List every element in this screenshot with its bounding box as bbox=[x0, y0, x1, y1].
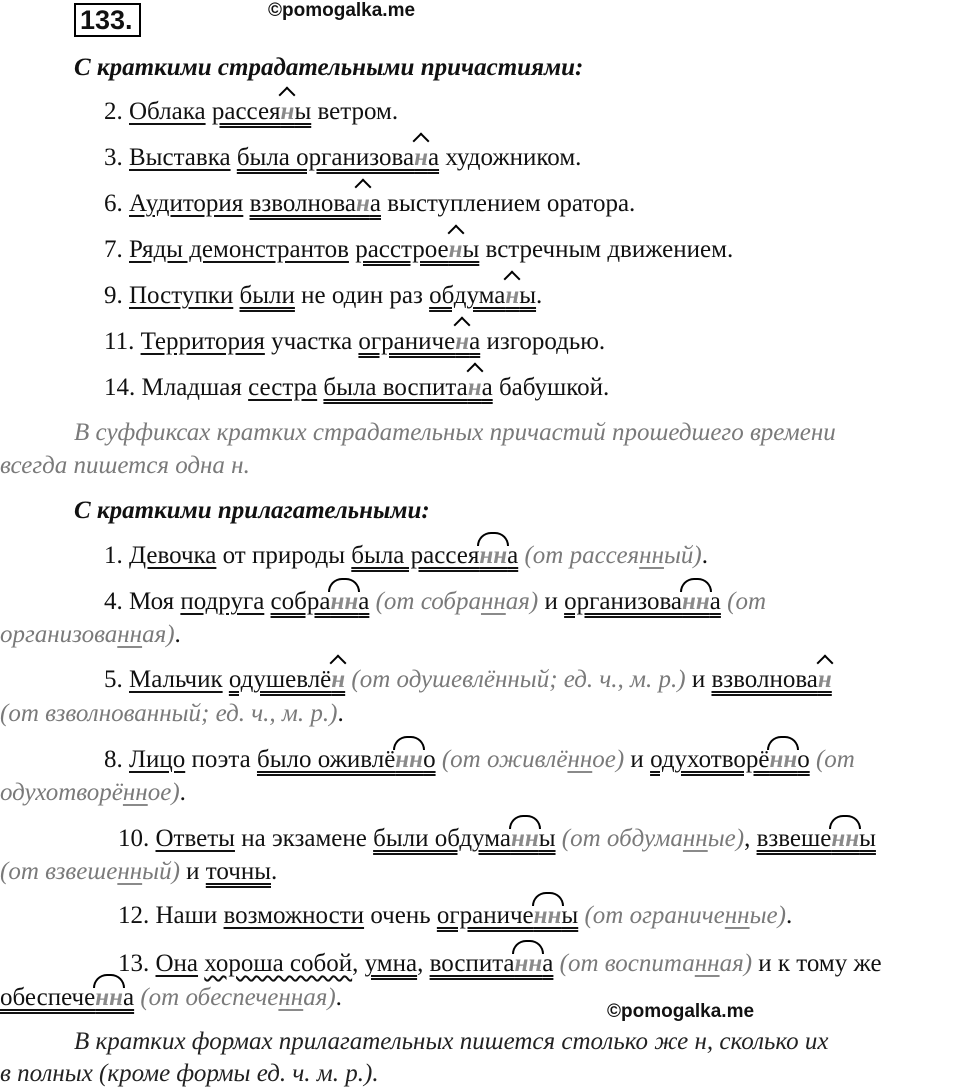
s2-note-line2: в полных (кроме формы ед. ч. м. р.). bbox=[0, 1060, 379, 1087]
s1-line-14: 14. Младшая сестра была воспитана бабушкой. bbox=[104, 374, 610, 401]
s2-sentence-13-b: обеспеченна (от обеспеченная). bbox=[0, 984, 342, 1011]
s2-sentence-12: 12. Наши возможности очень ограниченны (от ограниченные). bbox=[118, 902, 793, 929]
s2-sentence-13-a: 13. Она хороша собой, умна, воспитанна (от воспитанная) и к тому же bbox=[118, 950, 882, 977]
s2-sentence-8-a: 8. Лицо поэта было оживлённо (от оживлённое) и одухотворённо (от bbox=[104, 746, 855, 773]
s2-sentence-8-b: одухотворённое). bbox=[0, 779, 186, 806]
s2-sentence-4-b: организованная). bbox=[0, 621, 181, 648]
exercise-number: 133. bbox=[74, 3, 141, 37]
section2-title: С краткими прилагательными: bbox=[74, 497, 430, 524]
s1-note-line2: всегда пишется одна н. bbox=[0, 452, 250, 479]
s1-note-line1: В суффиксах кратких страдательных причастий прошедшего времени bbox=[74, 419, 836, 446]
s2-sentence-10-a: 10. Ответы на экзамене были обдуманны (от обдуманные), взвешенны bbox=[118, 825, 876, 852]
s2-sentence-5-a: 5. Мальчик одушевлён (от одушевлённый; ед. ч., м. р.) и взволнован bbox=[104, 666, 832, 693]
watermark-bottom: ©pomogalka.me bbox=[607, 1001, 755, 1022]
s2-note-line1: В кратких формах прилагательных пишется столько же н, сколько их bbox=[74, 1028, 829, 1055]
s1-line-3: 3. Выставка была организована художником. bbox=[104, 144, 582, 171]
s2-sentence-4-a: 4. Моя подруга собранна (от собранная) и организованна (от bbox=[104, 588, 767, 615]
section1-title: С краткими страдательными причастиями: bbox=[74, 54, 584, 81]
s1-line-9: 9. Поступки были не один раз обдуманы. bbox=[104, 282, 543, 309]
s2-sentence-10-b: (от взвешенный) и точны. bbox=[0, 858, 278, 885]
s2-sentence-5-b: (от взволнованный; ед. ч., м. р.). bbox=[0, 700, 344, 727]
s1-line-11: 11. Территория участка ограничена изгородью. bbox=[104, 328, 606, 355]
s1-line-7: 7. Ряды демонстрантов расстроены встречным движением. bbox=[104, 236, 734, 263]
s1-line-6: 6. Аудитория взволнована выступлением оратора. bbox=[104, 190, 636, 217]
s1-line-2: 2. Облака рассеяны ветром. bbox=[104, 98, 399, 125]
watermark-top: ©pomogalka.me bbox=[268, 0, 416, 21]
s2-sentence-1: 1. Девочка от природы была рассеянна (от рассеянный). bbox=[104, 542, 708, 569]
